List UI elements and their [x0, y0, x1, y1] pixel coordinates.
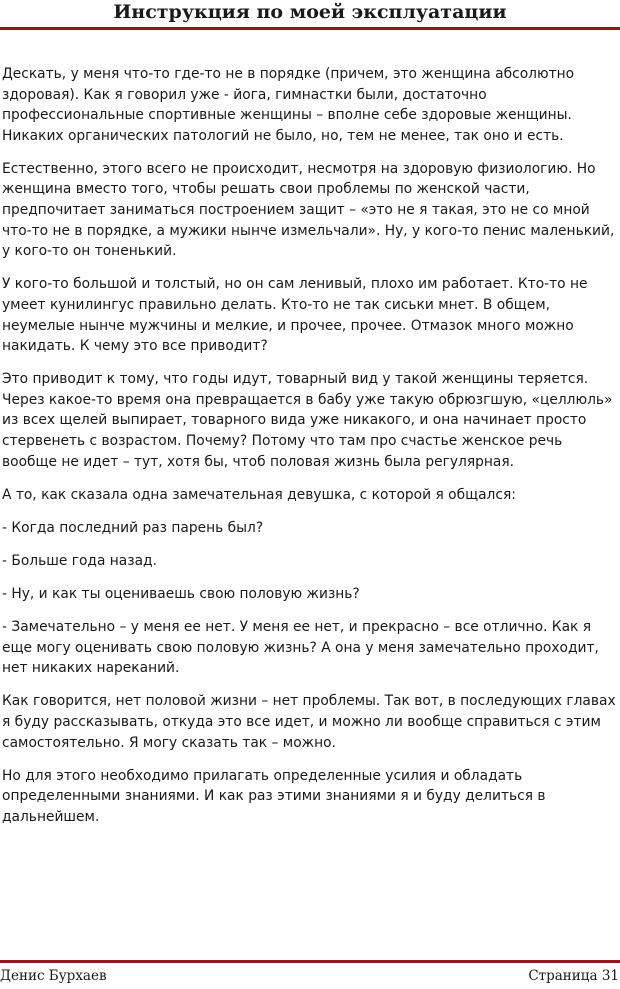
paragraph: Но для этого необходимо прилагать определенные усилия и обладать определенными знаниями. И как раз этими знаниями я и буду делиться в дальнейшем.: [2, 767, 546, 825]
paragraph: Дескать, у меня что-то где-то не в порядке (причем, это женщина абсолютно здоровая). Как я говорил уже - йога, гимнастки были, достаточно профессиональные спортивные женщины – вполне себе здоровые женщины. Никаких органических патологий не было, но, тем не менее, так оно и есть.: [2, 66, 575, 144]
paragraph: Естественно, этого всего не происходит, несмотря на здоровую физиологию. Но женщина вместо того, чтобы решать свои проблемы по женской части, предпочитает заниматься построением защит – «это не я такая, это не со мной что-то не в порядке, а мужики нынче измельчали». Ну, у кого-то пенис маленький, у кого-то он тоненький.: [2, 160, 615, 260]
paragraph: Как говорится, нет половой жизни – нет проблемы. Так вот, в последующих главах я буду рассказывать, откуда это все идет, и можно ли вообще справиться с этим самостоятельно. Я могу сказать так – можно.: [2, 693, 616, 751]
paragraph: Это приводит к тому, что годы идут, товарный вид у такой женщины теряется. Через какое-то время она превращается в бабу уже такую обрюзгшую, «целлюль» из всех щелей выпирает, товарного вида уже никакого, и она начинает просто стервенеть с возрастом. Почему? Потому что там про счастье женское речь вообще не идет – тут, хотя бы, чтоб половая жизнь была регулярная.: [2, 371, 613, 470]
header-divider: [0, 27, 620, 30]
page-header-title: Инструкция по моей эксплуатации: [113, 1, 507, 23]
dialogue-line: - Замечательно – у меня ее нет. У меня ее нет, и прекрасно – все отлично. Как я еще могу оценивать свою половую жизнь? А она у меня замечательно проходит, нет никаких нареканий.: [2, 619, 599, 677]
paragraph: А то, как сказала одна замечательная девушка, с которой я общался:: [2, 486, 516, 503]
paragraph: У кого-то большой и толстый, но он сам ленивый, плохо им работает. Кто-то не умеет кунилингус правильно делать. Кто-то не так сиськи мнет. В общем, неумелые нынче мужчины и мелкие, и прочее, прочее. Отмазок много можно накидать. К чему это все приводит?: [2, 276, 588, 355]
dialogue-line: - Больше года назад.: [2, 552, 157, 569]
footer-divider: [0, 960, 620, 963]
dialogue-line: - Ну, и как ты оцениваешь свою половую жизнь?: [2, 585, 360, 602]
footer-page-number: Страница 31: [528, 968, 619, 984]
document-body: [2, 64, 618, 840]
footer-author: Денис Бурхаев: [0, 968, 107, 984]
dialogue-line: - Когда последний раз парень был?: [2, 519, 264, 536]
